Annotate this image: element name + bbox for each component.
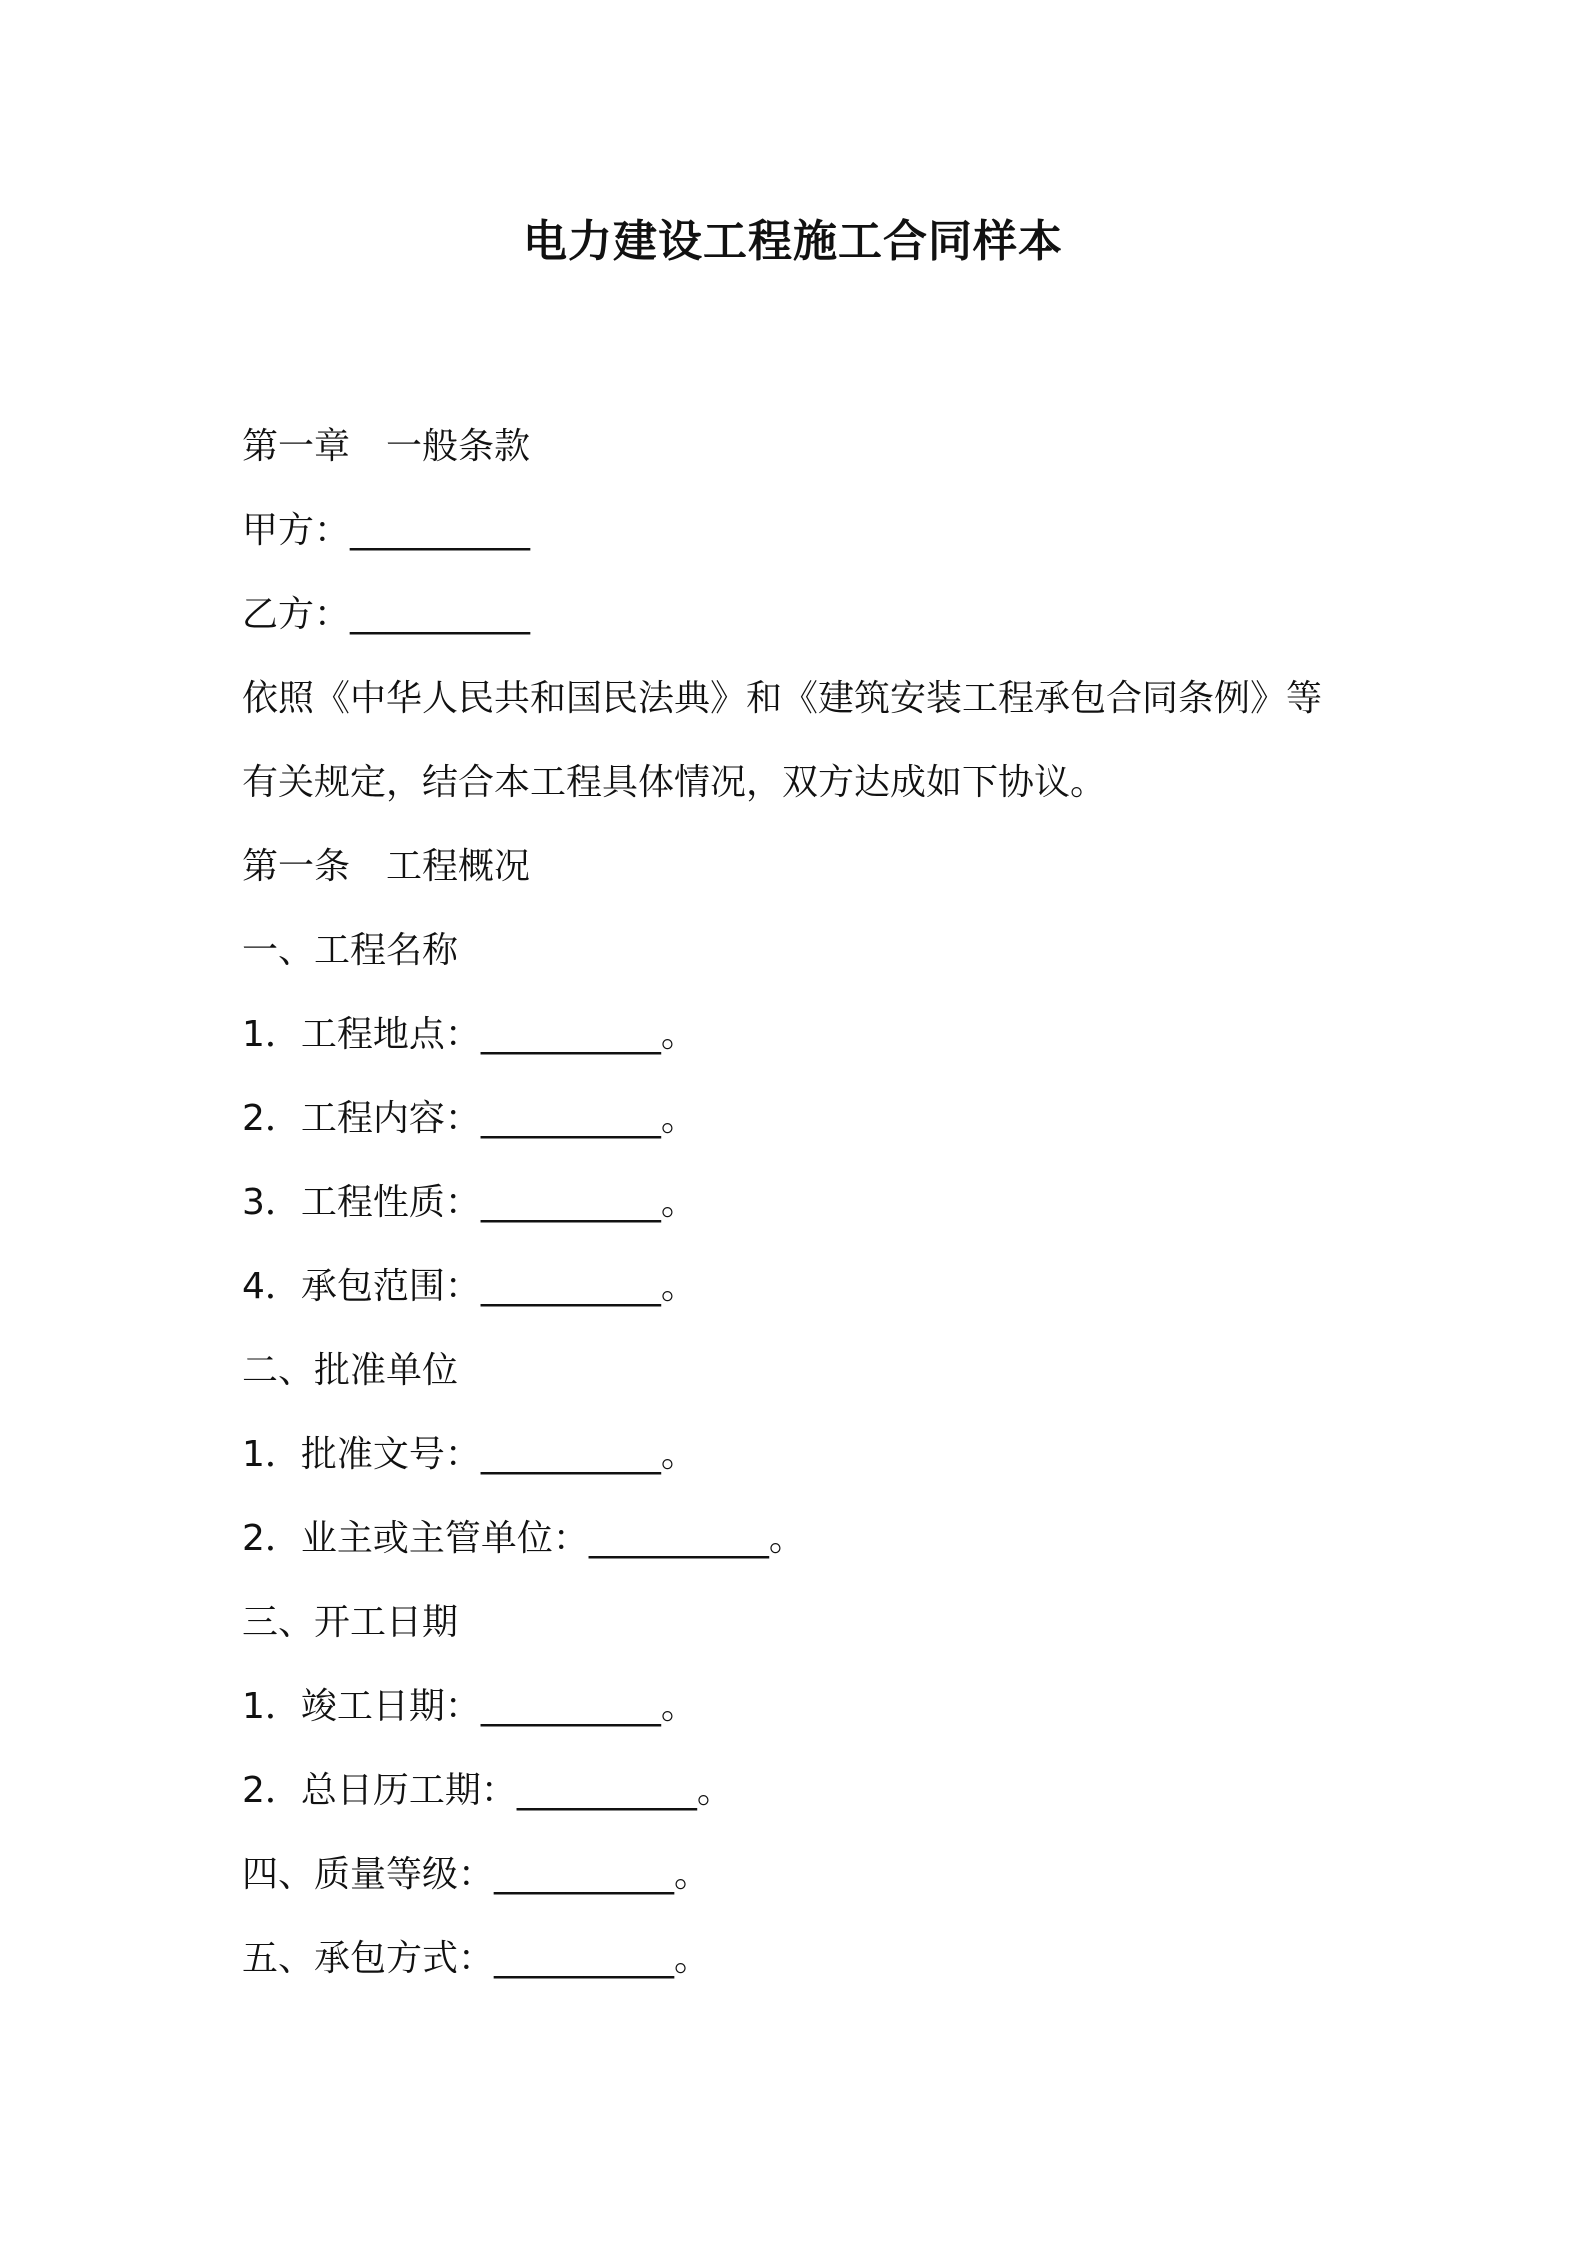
document-body xyxy=(242,405,1372,2001)
party-b-line: 乙方：__________ xyxy=(242,594,531,635)
section-heading: 二、批准单位 xyxy=(242,1350,459,1391)
document-title: 电力建设工程施工合同样本 xyxy=(523,216,1063,267)
clause-line: 4．承包范围：__________。 xyxy=(242,1266,697,1307)
chapter-name: 一般条款 xyxy=(386,426,531,467)
preamble-line-2: 有关规定，结合本工程具体情况，双方达成如下协议。 xyxy=(242,762,1107,803)
party-a-line: 甲方：__________ xyxy=(242,510,531,551)
section-line: 五、承包方式：__________。 xyxy=(242,1938,711,1979)
article-name: 工程概况 xyxy=(386,846,531,887)
chapter-number: 第一章 xyxy=(242,426,351,467)
section-line: 四、质量等级：__________。 xyxy=(242,1854,711,1895)
article-heading xyxy=(242,825,1372,909)
clause-line: 1．竣工日期：__________。 xyxy=(242,1686,697,1727)
clause-line: 1．批准文号：__________。 xyxy=(242,1434,697,1475)
clause-line: 1．工程地点：__________。 xyxy=(242,1014,697,1055)
preamble-line-1: 依照《中华人民共和国民法典》和《建筑安装工程承包合同条例》等 xyxy=(242,678,1323,719)
clause-line: 2．工程内容：__________。 xyxy=(242,1098,697,1139)
clause-line: 2．业主或主管单位：__________。 xyxy=(242,1518,805,1559)
chapter-heading xyxy=(242,405,1372,489)
clause-line: 3．工程性质：__________。 xyxy=(242,1182,697,1223)
article-number: 第一条 xyxy=(242,846,351,887)
section-heading: 一、工程名称 xyxy=(242,930,459,971)
section-heading: 三、开工日期 xyxy=(242,1602,459,1643)
clause-line: 2．总日历工期：__________。 xyxy=(242,1770,733,1811)
